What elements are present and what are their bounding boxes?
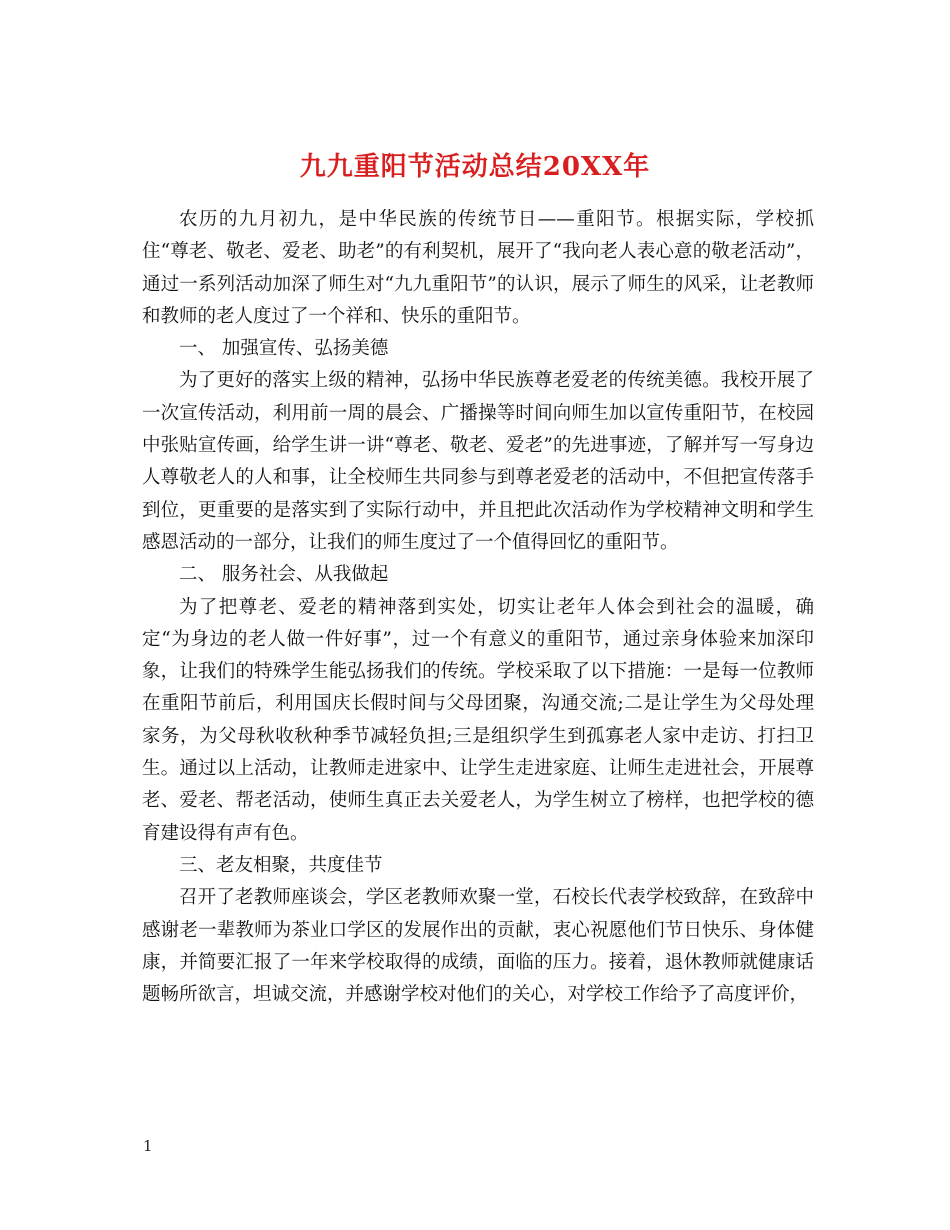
section-paragraph-2: 为了把尊老、爱老的精神落到实处，切实让老年人体会到社会的温暖，确定“为身边的老人做一件好事”，过一个有意义的重阳节，通过亲身体验来加深印象，让我们的特殊学生能弘扬我们的传统。学校采取了以下措施：一是每一位教师在重阳节前后，利用国庆长假时间与父母团聚，沟通交流;二是让学生为父母处理家务，为父母秋收秋种季节减轻负担;三是组织学生到孤寡老人家中走访、打扫卫生。通过以上活动，让教师走进家中、让学生走进家庭、让师生走进社会，开展尊老、爱老、帮老活动，使师生真正去关爱老人，为学生树立了榜样，也把学校的德育建设得有声有色。 bbox=[142, 596, 814, 844]
section-heading-2: 二、 服务社会、从我做起 bbox=[179, 564, 389, 586]
intro-paragraph: 农历的九月初九，是中华民族的传统节日——重阳节。根据实际，学校抓住“尊老、敬老、爱老、助老”的有利契机，展开了“我向老人表心意的敬老活动”，通过一系列活动加深了师生对“九九重阳节”的认识，展示了师生的风采，让老教师和教师的老人度过了一个祥和、快乐的重阳节。 bbox=[142, 209, 814, 327]
page-number: 1 bbox=[143, 1137, 153, 1155]
section-paragraph-3: 召开了老教师座谈会，学区老教师欢聚一堂，石校长代表学校致辞，在致辞中感谢老一辈教师为茶业口学区的发展作出的贡献，衷心祝愿他们节日快乐、身体健康，并简要汇报了一年来学校取得的成绩，面临的压力。接着，退休教师就健康话题畅所欲言，坦诚交流，并感谢学校对他们的关心，对学校工作给予了高度评价， bbox=[142, 887, 814, 1006]
section-heading-3: 三、老友相聚，共度佳节 bbox=[179, 854, 383, 876]
section-paragraph-1: 为了更好的落实上级的精神，弘扬中华民族尊老爱老的传统美德。我校开展了一次宣传活动，利用前一周的晨会、广播操等时间向师生加以宣传重阳节，在校园中张贴宣传画，给学生讲一讲“尊老、敬老、爱老”的先进事迹，了解并写一写身边人尊敬老人的人和事，让全校师生共同参与到尊老爱老的活动中，不但把宣传落手到位，更重要的是落实到了实际行动中，并且把此次活动作为学校精神文明和学生感恩活动的一部分，让我们的师生度过了一个值得回忆的重阳节。 bbox=[142, 370, 814, 553]
document-title: 九九重阳节活动总结20XX年 bbox=[299, 152, 651, 183]
document-body bbox=[142, 204, 814, 1011]
section-heading-1: 一、 加强宣传、弘扬美德 bbox=[179, 338, 389, 360]
